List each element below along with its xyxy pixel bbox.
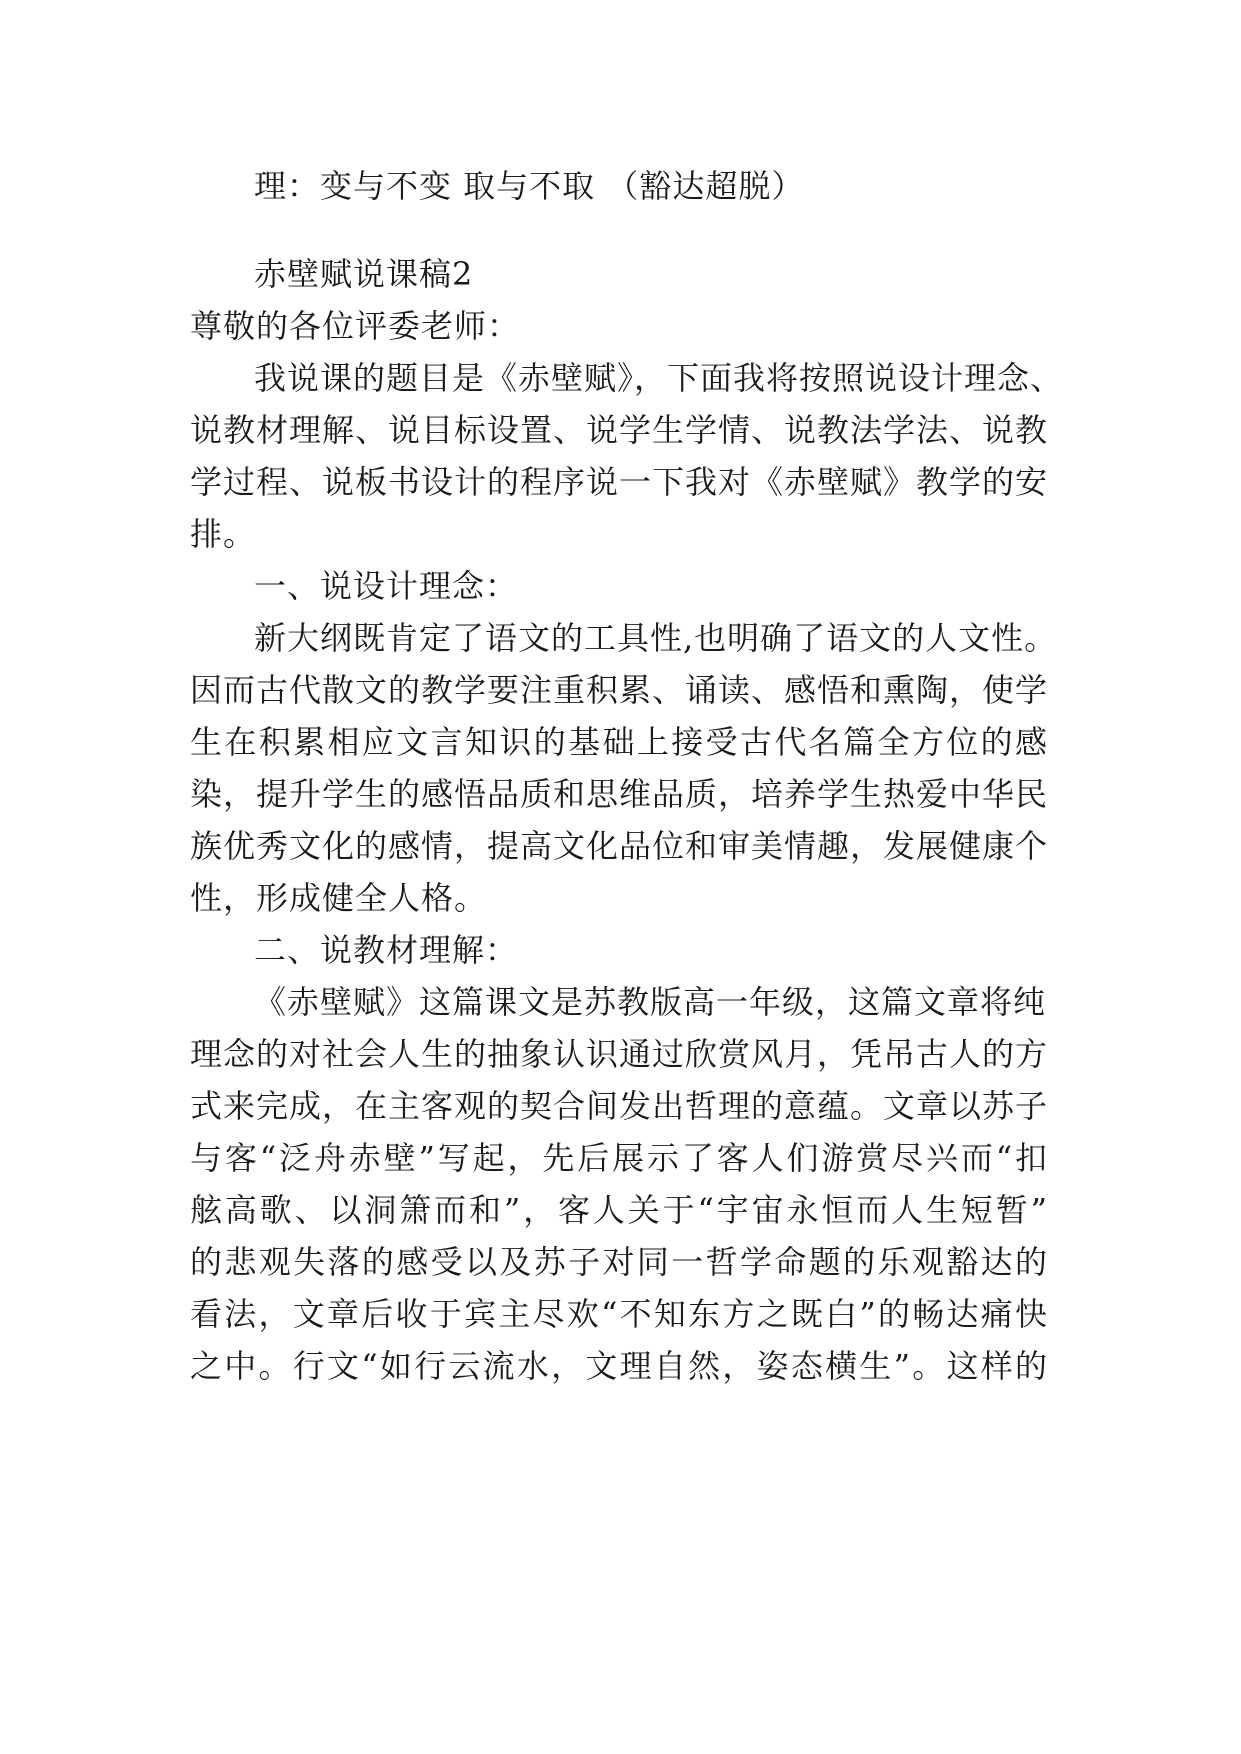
paragraph-line: 性，形成健全人格。 [190, 879, 488, 917]
paragraph-line: 舷高歌、以洞箫而和”，客人关于“宇宙永恒而人生短暂” [190, 1191, 1048, 1229]
paragraph-line: 之中。行文“如行云流水，文理自然，姿态横生”。这样的 [190, 1347, 1048, 1385]
salutation: 尊敬的各位评委老师： [190, 307, 521, 345]
paragraph-line: 我说课的题目是《赤壁赋》，下面我将按照说设计理念、 [254, 359, 1064, 397]
paragraph-line: 说教材理解、说目标设置、说学生学情、说教法学法、说教 [190, 411, 1049, 449]
paragraph-line: 式来完成，在主客观的契合间发出哲理的意蕴。文章以苏子 [190, 1087, 1049, 1125]
paragraph-line: 《赤壁赋》这篇课文是苏教版高一年级，这篇文章将纯 [254, 983, 1047, 1021]
paragraph-line: 理念的对社会人生的抽象认识通过欣赏风月，凭吊古人的方 [190, 1035, 1049, 1073]
paragraph-line: 染，提升学生的感悟品质和思维品质，培养学生热爱中华民 [190, 775, 1049, 813]
section-title: 赤壁赋说课稿2 [254, 255, 474, 293]
paragraph-line: 看法，文章后收于宾主尽欢“不知东方之既白”的畅达痛快 [190, 1295, 1048, 1333]
paragraph-line: 与客“泛舟赤壁”写起，先后展示了客人们游赏尽兴而“扣 [190, 1139, 1048, 1177]
paragraph-line: 排。 [190, 515, 257, 553]
heading-line: 二、说教材理解： [254, 931, 519, 969]
paragraph-line: 族优秀文化的感情，提高文化品位和审美情趣，发展健康个 [190, 827, 1049, 865]
paragraph-line: 的悲观失落的感受以及苏子对同一哲学命题的乐观豁达的 [190, 1243, 1048, 1281]
document-page [190, 0, 1064, 1754]
paragraph-line: 因而古代散文的教学要注重积累、诵读、感悟和熏陶，使学 [190, 671, 1049, 709]
summary-line: 理：变与不变 取与不取 （豁达超脱） [254, 167, 805, 205]
paragraph-line: 生在积累相应文言知识的基础上接受古代名篇全方位的感 [190, 723, 1048, 761]
paragraph-line: 学过程、说板书设计的程序说一下我对《赤壁赋》教学的安 [190, 463, 1049, 501]
paragraph-line: 新大纲既肯定了语文的工具性,也明确了语文的人文性。 [254, 619, 1058, 657]
heading-line: 一、说设计理念： [254, 567, 519, 605]
